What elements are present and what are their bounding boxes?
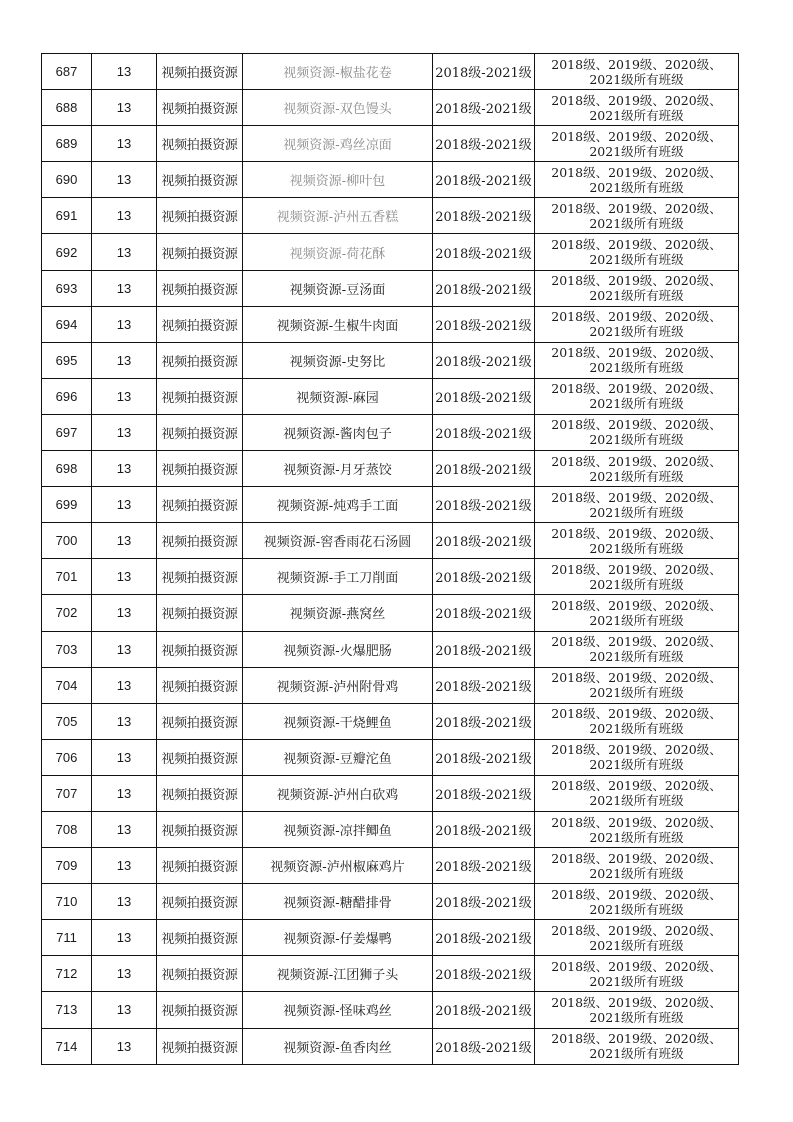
table-row — [42, 523, 739, 559]
row-number-cell: 691 — [42, 198, 92, 234]
category-cell: 视频拍摄资源 — [157, 920, 243, 956]
table-row — [42, 703, 739, 739]
resource-name-cell: 视频资源-月牙蒸饺 — [243, 451, 433, 487]
resource-name-cell: 视频资源-鸡丝凉面 — [243, 126, 433, 162]
table-row — [42, 234, 739, 270]
code-cell: 13 — [92, 884, 157, 920]
row-number-cell: 701 — [42, 559, 92, 595]
code-cell: 13 — [92, 595, 157, 631]
row-number-cell: 704 — [42, 667, 92, 703]
class-scope-line: 2021级所有班级 — [589, 793, 684, 809]
class-scope-line: 2018级、2019级、2020级、 — [551, 922, 722, 938]
table-row — [42, 342, 739, 378]
table-row — [42, 559, 739, 595]
class-scope-line: 2021级所有班级 — [589, 1046, 684, 1062]
resource-name-cell: 视频资源-江团狮子头 — [243, 956, 433, 992]
resource-name-cell: 视频资源-干烧鲤鱼 — [243, 703, 433, 739]
code-cell: 13 — [92, 703, 157, 739]
category-cell: 视频拍摄资源 — [157, 451, 243, 487]
row-number-cell: 712 — [42, 956, 92, 992]
category-cell: 视频拍摄资源 — [157, 198, 243, 234]
resource-name-cell: 视频资源-炖鸡手工面 — [243, 487, 433, 523]
table-row — [42, 848, 739, 884]
code-cell: 13 — [92, 667, 157, 703]
class-scope-line: 2018级、2019级、2020级、 — [551, 958, 722, 974]
code-cell: 13 — [92, 451, 157, 487]
category-cell: 视频拍摄资源 — [157, 90, 243, 126]
resource-name-cell: 视频资源-生椒牛肉面 — [243, 306, 433, 342]
row-number-cell: 714 — [42, 1028, 92, 1064]
category-cell: 视频拍摄资源 — [157, 703, 243, 739]
code-cell: 13 — [92, 126, 157, 162]
grade-range-cell: 2018级-2021级 — [433, 703, 535, 739]
class-scope-line: 2018级、2019级、2020级、 — [551, 381, 722, 397]
table-row — [42, 306, 739, 342]
grade-range-cell: 2018级-2021级 — [433, 884, 535, 920]
resource-name-cell: 视频资源-燕窝丝 — [243, 595, 433, 631]
category-cell: 视频拍摄资源 — [157, 992, 243, 1028]
class-scope-cell — [535, 559, 739, 595]
class-scope-line: 2021级所有班级 — [589, 396, 684, 412]
grade-range-cell: 2018级-2021级 — [433, 559, 535, 595]
grade-range-cell: 2018级-2021级 — [433, 342, 535, 378]
class-scope-line: 2018级、2019级、2020级、 — [551, 597, 722, 613]
class-scope-line: 2021级所有班级 — [589, 360, 684, 376]
grade-range-cell: 2018级-2021级 — [433, 956, 535, 992]
class-scope-line: 2018级、2019级、2020级、 — [551, 489, 722, 505]
table-row — [42, 667, 739, 703]
class-scope-cell — [535, 162, 739, 198]
grade-range-cell: 2018级-2021级 — [433, 992, 535, 1028]
table-row — [42, 956, 739, 992]
code-cell: 13 — [92, 414, 157, 450]
class-scope-cell — [535, 1028, 739, 1064]
grade-range-cell: 2018级-2021级 — [433, 487, 535, 523]
category-cell: 视频拍摄资源 — [157, 126, 243, 162]
class-scope-line: 2018级、2019级、2020级、 — [551, 814, 722, 830]
class-scope-cell — [535, 667, 739, 703]
class-scope-cell — [535, 739, 739, 775]
class-scope-cell — [535, 920, 739, 956]
class-scope-cell — [535, 956, 739, 992]
table-row — [42, 739, 739, 775]
table-row — [42, 198, 739, 234]
category-cell: 视频拍摄资源 — [157, 234, 243, 270]
class-scope-line: 2018级、2019级、2020级、 — [551, 273, 722, 289]
category-cell: 视频拍摄资源 — [157, 1028, 243, 1064]
resource-name-cell: 视频资源-凉拌鲫鱼 — [243, 811, 433, 847]
code-cell: 13 — [92, 378, 157, 414]
code-cell: 13 — [92, 523, 157, 559]
class-scope-cell — [535, 306, 739, 342]
class-scope-line: 2021级所有班级 — [589, 179, 684, 195]
class-scope-line: 2021级所有班级 — [589, 71, 684, 87]
class-scope-line: 2021级所有班级 — [589, 215, 684, 231]
class-scope-line: 2018级、2019级、2020级、 — [551, 634, 722, 650]
code-cell: 13 — [92, 90, 157, 126]
code-cell: 13 — [92, 956, 157, 992]
grade-range-cell: 2018级-2021级 — [433, 595, 535, 631]
grade-range-cell: 2018级-2021级 — [433, 126, 535, 162]
row-number-cell: 697 — [42, 414, 92, 450]
category-cell: 视频拍摄资源 — [157, 378, 243, 414]
row-number-cell: 706 — [42, 739, 92, 775]
table-row — [42, 414, 739, 450]
code-cell: 13 — [92, 54, 157, 90]
grade-range-cell: 2018级-2021级 — [433, 234, 535, 270]
category-cell: 视频拍摄资源 — [157, 848, 243, 884]
class-scope-cell — [535, 992, 739, 1028]
code-cell: 13 — [92, 992, 157, 1028]
class-scope-line: 2021级所有班级 — [589, 865, 684, 881]
resource-name-cell: 视频资源-手工刀削面 — [243, 559, 433, 595]
row-number-cell: 692 — [42, 234, 92, 270]
table-row — [42, 90, 739, 126]
category-cell: 视频拍摄资源 — [157, 811, 243, 847]
class-scope-cell — [535, 451, 739, 487]
row-number-cell: 713 — [42, 992, 92, 1028]
resource-name-cell: 视频资源-糖醋排骨 — [243, 884, 433, 920]
code-cell: 13 — [92, 775, 157, 811]
class-scope-line: 2021级所有班级 — [589, 901, 684, 917]
class-scope-line: 2021级所有班级 — [589, 612, 684, 628]
resource-name-cell: 视频资源-双色馒头 — [243, 90, 433, 126]
class-scope-line: 2018级、2019级、2020级、 — [551, 670, 722, 686]
table-row — [42, 920, 739, 956]
class-scope-line: 2018级、2019级、2020级、 — [551, 561, 722, 577]
class-scope-cell — [535, 703, 739, 739]
class-scope-line: 2021级所有班级 — [589, 685, 684, 701]
class-scope-line: 2018级、2019级、2020级、 — [551, 92, 722, 108]
code-cell: 13 — [92, 739, 157, 775]
grade-range-cell: 2018级-2021级 — [433, 739, 535, 775]
code-cell: 13 — [92, 631, 157, 667]
class-scope-cell — [535, 198, 739, 234]
class-scope-cell — [535, 884, 739, 920]
table-row — [42, 378, 739, 414]
class-scope-cell — [535, 378, 739, 414]
grade-range-cell: 2018级-2021级 — [433, 451, 535, 487]
row-number-cell: 687 — [42, 54, 92, 90]
grade-range-cell: 2018级-2021级 — [433, 523, 535, 559]
category-cell: 视频拍摄资源 — [157, 306, 243, 342]
class-scope-cell — [535, 234, 739, 270]
table-row — [42, 811, 739, 847]
grade-range-cell: 2018级-2021级 — [433, 848, 535, 884]
class-scope-line: 2021级所有班级 — [589, 1009, 684, 1025]
category-cell: 视频拍摄资源 — [157, 162, 243, 198]
resource-name-cell: 视频资源-泸州五香糕 — [243, 198, 433, 234]
category-cell: 视频拍摄资源 — [157, 884, 243, 920]
row-number-cell: 699 — [42, 487, 92, 523]
resource-name-cell: 视频资源-泸州椒麻鸡片 — [243, 848, 433, 884]
code-cell: 13 — [92, 198, 157, 234]
table-row — [42, 54, 739, 90]
class-scope-line: 2018级、2019级、2020级、 — [551, 886, 722, 902]
class-scope-line: 2021级所有班级 — [589, 649, 684, 665]
grade-range-cell: 2018级-2021级 — [433, 162, 535, 198]
class-scope-line: 2021级所有班级 — [589, 468, 684, 484]
code-cell: 13 — [92, 162, 157, 198]
grade-range-cell: 2018级-2021级 — [433, 54, 535, 90]
table-row — [42, 487, 739, 523]
grade-range-cell: 2018级-2021级 — [433, 631, 535, 667]
resource-name-cell: 视频资源-酱肉包子 — [243, 414, 433, 450]
class-scope-line: 2021级所有班级 — [589, 757, 684, 773]
resource-name-cell: 视频资源-仔姜爆鸭 — [243, 920, 433, 956]
table-body — [42, 54, 739, 1065]
class-scope-cell — [535, 487, 739, 523]
grade-range-cell: 2018级-2021级 — [433, 667, 535, 703]
resource-name-cell: 视频资源-柳叶包 — [243, 162, 433, 198]
row-number-cell: 703 — [42, 631, 92, 667]
row-number-cell: 702 — [42, 595, 92, 631]
table-row — [42, 595, 739, 631]
row-number-cell: 689 — [42, 126, 92, 162]
resource-name-cell: 视频资源-火爆肥肠 — [243, 631, 433, 667]
code-cell: 13 — [92, 559, 157, 595]
code-cell: 13 — [92, 920, 157, 956]
class-scope-line: 2018级、2019级、2020级、 — [551, 345, 722, 361]
category-cell: 视频拍摄资源 — [157, 631, 243, 667]
class-scope-line: 2018级、2019级、2020级、 — [551, 128, 722, 144]
class-scope-cell — [535, 414, 739, 450]
category-cell: 视频拍摄资源 — [157, 667, 243, 703]
class-scope-line: 2018级、2019级、2020级、 — [551, 164, 722, 180]
grade-range-cell: 2018级-2021级 — [433, 1028, 535, 1064]
class-scope-line: 2018级、2019级、2020级、 — [551, 1031, 722, 1047]
table-row — [42, 775, 739, 811]
class-scope-line: 2021级所有班级 — [589, 576, 684, 592]
resource-name-cell: 视频资源-泸州白砍鸡 — [243, 775, 433, 811]
grade-range-cell: 2018级-2021级 — [433, 270, 535, 306]
resource-name-cell: 视频资源-豆瓣沱鱼 — [243, 739, 433, 775]
table-row — [42, 162, 739, 198]
resource-name-cell: 视频资源-荷花酥 — [243, 234, 433, 270]
table-row — [42, 992, 739, 1028]
resource-name-cell: 视频资源-史努比 — [243, 342, 433, 378]
class-scope-line: 2018级、2019级、2020级、 — [551, 309, 722, 325]
class-scope-cell — [535, 631, 739, 667]
code-cell: 13 — [92, 848, 157, 884]
class-scope-line: 2018级、2019级、2020级、 — [551, 778, 722, 794]
row-number-cell: 708 — [42, 811, 92, 847]
class-scope-line: 2018级、2019级、2020级、 — [551, 525, 722, 541]
grade-range-cell: 2018级-2021级 — [433, 306, 535, 342]
grade-range-cell: 2018级-2021级 — [433, 378, 535, 414]
code-cell: 13 — [92, 234, 157, 270]
resource-name-cell: 视频资源-泸州附骨鸡 — [243, 667, 433, 703]
class-scope-line: 2018级、2019级、2020级、 — [551, 453, 722, 469]
category-cell: 视频拍摄资源 — [157, 54, 243, 90]
category-cell: 视频拍摄资源 — [157, 559, 243, 595]
resource-name-cell: 视频资源-怪味鸡丝 — [243, 992, 433, 1028]
row-number-cell: 693 — [42, 270, 92, 306]
row-number-cell: 688 — [42, 90, 92, 126]
row-number-cell: 705 — [42, 703, 92, 739]
resource-table — [41, 53, 739, 1065]
class-scope-line: 2021级所有班级 — [589, 324, 684, 340]
class-scope-cell — [535, 595, 739, 631]
grade-range-cell: 2018级-2021级 — [433, 920, 535, 956]
category-cell: 视频拍摄资源 — [157, 414, 243, 450]
code-cell: 13 — [92, 811, 157, 847]
class-scope-line: 2021级所有班级 — [589, 432, 684, 448]
class-scope-cell — [535, 811, 739, 847]
grade-range-cell: 2018级-2021级 — [433, 775, 535, 811]
grade-range-cell: 2018级-2021级 — [433, 811, 535, 847]
class-scope-cell — [535, 270, 739, 306]
category-cell: 视频拍摄资源 — [157, 775, 243, 811]
class-scope-line: 2018级、2019级、2020级、 — [551, 56, 722, 72]
class-scope-cell — [535, 342, 739, 378]
class-scope-line: 2018级、2019级、2020级、 — [551, 200, 722, 216]
grade-range-cell: 2018级-2021级 — [433, 90, 535, 126]
class-scope-line: 2018级、2019级、2020级、 — [551, 706, 722, 722]
category-cell: 视频拍摄资源 — [157, 487, 243, 523]
code-cell: 13 — [92, 270, 157, 306]
class-scope-line: 2018级、2019级、2020级、 — [551, 237, 722, 253]
class-scope-cell — [535, 126, 739, 162]
table-row — [42, 1028, 739, 1064]
table-row — [42, 451, 739, 487]
class-scope-line: 2021级所有班级 — [589, 252, 684, 268]
row-number-cell: 698 — [42, 451, 92, 487]
resource-name-cell: 视频资源-椒盐花卷 — [243, 54, 433, 90]
resource-name-cell: 视频资源-鱼香肉丝 — [243, 1028, 433, 1064]
table-row — [42, 270, 739, 306]
row-number-cell: 700 — [42, 523, 92, 559]
class-scope-line: 2018级、2019级、2020级、 — [551, 994, 722, 1010]
class-scope-line: 2021级所有班级 — [589, 288, 684, 304]
table-row — [42, 126, 739, 162]
resource-name-cell: 视频资源-麻园 — [243, 378, 433, 414]
class-scope-cell — [535, 90, 739, 126]
class-scope-line: 2018级、2019级、2020级、 — [551, 417, 722, 433]
class-scope-cell — [535, 775, 739, 811]
grade-range-cell: 2018级-2021级 — [433, 198, 535, 234]
grade-range-cell: 2018级-2021级 — [433, 414, 535, 450]
class-scope-line: 2021级所有班级 — [589, 540, 684, 556]
row-number-cell: 711 — [42, 920, 92, 956]
row-number-cell: 695 — [42, 342, 92, 378]
code-cell: 13 — [92, 1028, 157, 1064]
class-scope-line: 2018级、2019级、2020级、 — [551, 850, 722, 866]
code-cell: 13 — [92, 306, 157, 342]
class-scope-cell — [535, 54, 739, 90]
row-number-cell: 696 — [42, 378, 92, 414]
category-cell: 视频拍摄资源 — [157, 270, 243, 306]
resource-name-cell: 视频资源-豆汤面 — [243, 270, 433, 306]
row-number-cell: 694 — [42, 306, 92, 342]
row-number-cell: 707 — [42, 775, 92, 811]
row-number-cell: 690 — [42, 162, 92, 198]
class-scope-line: 2021级所有班级 — [589, 721, 684, 737]
table-row — [42, 631, 739, 667]
category-cell: 视频拍摄资源 — [157, 342, 243, 378]
category-cell: 视频拍摄资源 — [157, 595, 243, 631]
resource-name-cell: 视频资源-窖香雨花石汤圆 — [243, 523, 433, 559]
class-scope-line: 2021级所有班级 — [589, 937, 684, 953]
class-scope-line: 2021级所有班级 — [589, 973, 684, 989]
code-cell: 13 — [92, 342, 157, 378]
row-number-cell: 709 — [42, 848, 92, 884]
class-scope-line: 2018级、2019级、2020级、 — [551, 742, 722, 758]
class-scope-cell — [535, 523, 739, 559]
class-scope-cell — [535, 848, 739, 884]
table-row — [42, 884, 739, 920]
category-cell: 视频拍摄资源 — [157, 956, 243, 992]
class-scope-line: 2021级所有班级 — [589, 143, 684, 159]
code-cell: 13 — [92, 487, 157, 523]
category-cell: 视频拍摄资源 — [157, 739, 243, 775]
class-scope-line: 2021级所有班级 — [589, 504, 684, 520]
class-scope-line: 2021级所有班级 — [589, 829, 684, 845]
class-scope-line: 2021级所有班级 — [589, 107, 684, 123]
category-cell: 视频拍摄资源 — [157, 523, 243, 559]
row-number-cell: 710 — [42, 884, 92, 920]
